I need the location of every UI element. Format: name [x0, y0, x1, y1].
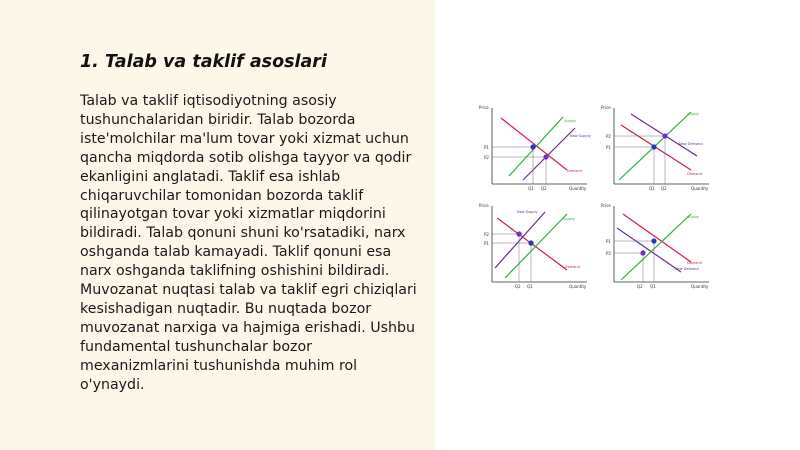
quantity-label-2: Q2	[661, 186, 667, 191]
price-label-1: P1	[606, 239, 611, 244]
diagram-supply-increase	[479, 105, 591, 191]
supply-curve-label: Supply	[564, 119, 576, 123]
x-axis-label: Quantity	[569, 186, 587, 191]
price-label-2: P2	[606, 251, 611, 256]
quantity-label-2: Q1	[650, 284, 656, 289]
guide-line-2	[492, 157, 546, 184]
equilibrium-point-2	[662, 133, 667, 138]
new-supply-curve	[495, 212, 545, 268]
new-supply-curve-label: New Supply	[570, 134, 591, 138]
equilibrium-point-2	[543, 154, 548, 159]
new-demand-curve-label: New Demand	[679, 142, 703, 146]
equilibrium-point-1	[530, 144, 535, 149]
equilibrium-point-1	[651, 238, 656, 243]
demand-curve-label: Demand	[687, 261, 702, 265]
quantity-label-2: Q1	[527, 284, 533, 289]
guide-line-2	[614, 253, 643, 282]
price-label-2: P2	[484, 155, 489, 160]
equilibrium-point-2	[516, 231, 521, 236]
equilibrium-point-1	[651, 144, 656, 149]
demand-curve-label: Demand	[567, 169, 582, 173]
x-axis-label: Quantity	[569, 284, 587, 289]
price-label-2: P1	[484, 241, 489, 246]
price-label-1: P1	[484, 145, 489, 150]
price-label-2: P1	[606, 145, 611, 150]
demand-curve	[501, 118, 567, 170]
supply-curve-label: Supply	[563, 217, 575, 221]
equilibrium-point-1	[528, 240, 533, 245]
x-axis-label: Quantity	[691, 186, 709, 191]
new-demand-curve-label: New Demand	[675, 267, 699, 271]
price-label-1: P2	[484, 232, 489, 237]
demand-curve-label: Demand	[687, 172, 702, 176]
guide-line-1	[492, 147, 533, 184]
slide-heading: 1. Talab va taklif asoslari	[80, 52, 327, 72]
supply-curve-label: Supply	[687, 215, 699, 219]
y-axis-label: Price	[479, 105, 489, 110]
quantity-label-1: Q1	[528, 186, 534, 191]
quantity-label-1: Q1	[649, 186, 655, 191]
quantity-label-1: Q2	[515, 284, 521, 289]
new-demand-curve	[617, 228, 681, 272]
guide-line-2	[492, 234, 519, 282]
slide-body-text: Talab va taklif iqtisodiyotning asosiy tushunchalaridan biridir. Talab bozorda iste'molchilar ma'lum tovar yoki xizmat uchun qancha miqdorda sotib olishga tayyor va qodir ekanligini anglatadi. Taklif esa ishlab chiqaruvchilar tomonidan bozorda taklif qilinayotgan tovar yoki xizmatlar miqdorini bildiradi. Talab qonuni shuni ko'rsatadiki, narx oshganda talab kamayadi. Taklif qonuni esa narx oshganda taklifning oshishini bildiradi. Muvozanat nuqtasi talab va taklif egri chiziqlari kesishadigan nuqtadir. Bu nuqtada bozor muvozanat narxiga va hajmiga erishadi. Ushbu fundamental tushunchalar bozor mexanizmlarini tushunishda muhim rol o'ynaydi.	[80, 93, 417, 393]
y-axis-label: Price	[479, 203, 489, 208]
supply-curve-label: Supply	[687, 112, 699, 116]
quantity-label-2: Q2	[541, 186, 547, 191]
diagram-demand-decrease	[601, 203, 709, 289]
y-axis-label: Price	[601, 105, 611, 110]
equilibrium-point-2	[640, 250, 645, 255]
diagram-demand-increase	[601, 105, 709, 191]
guide-line-1	[614, 241, 654, 282]
new-supply-curve-label: New Supply	[517, 210, 538, 214]
diagram-supply-decrease	[479, 203, 587, 289]
demand-curve-label: Demand	[565, 265, 580, 269]
y-axis-label: Price	[601, 203, 611, 208]
x-axis-label: Quantity	[691, 284, 709, 289]
quantity-label-1: Q2	[637, 284, 643, 289]
price-label-1: P2	[606, 134, 611, 139]
supply-demand-diagrams	[475, 100, 715, 290]
